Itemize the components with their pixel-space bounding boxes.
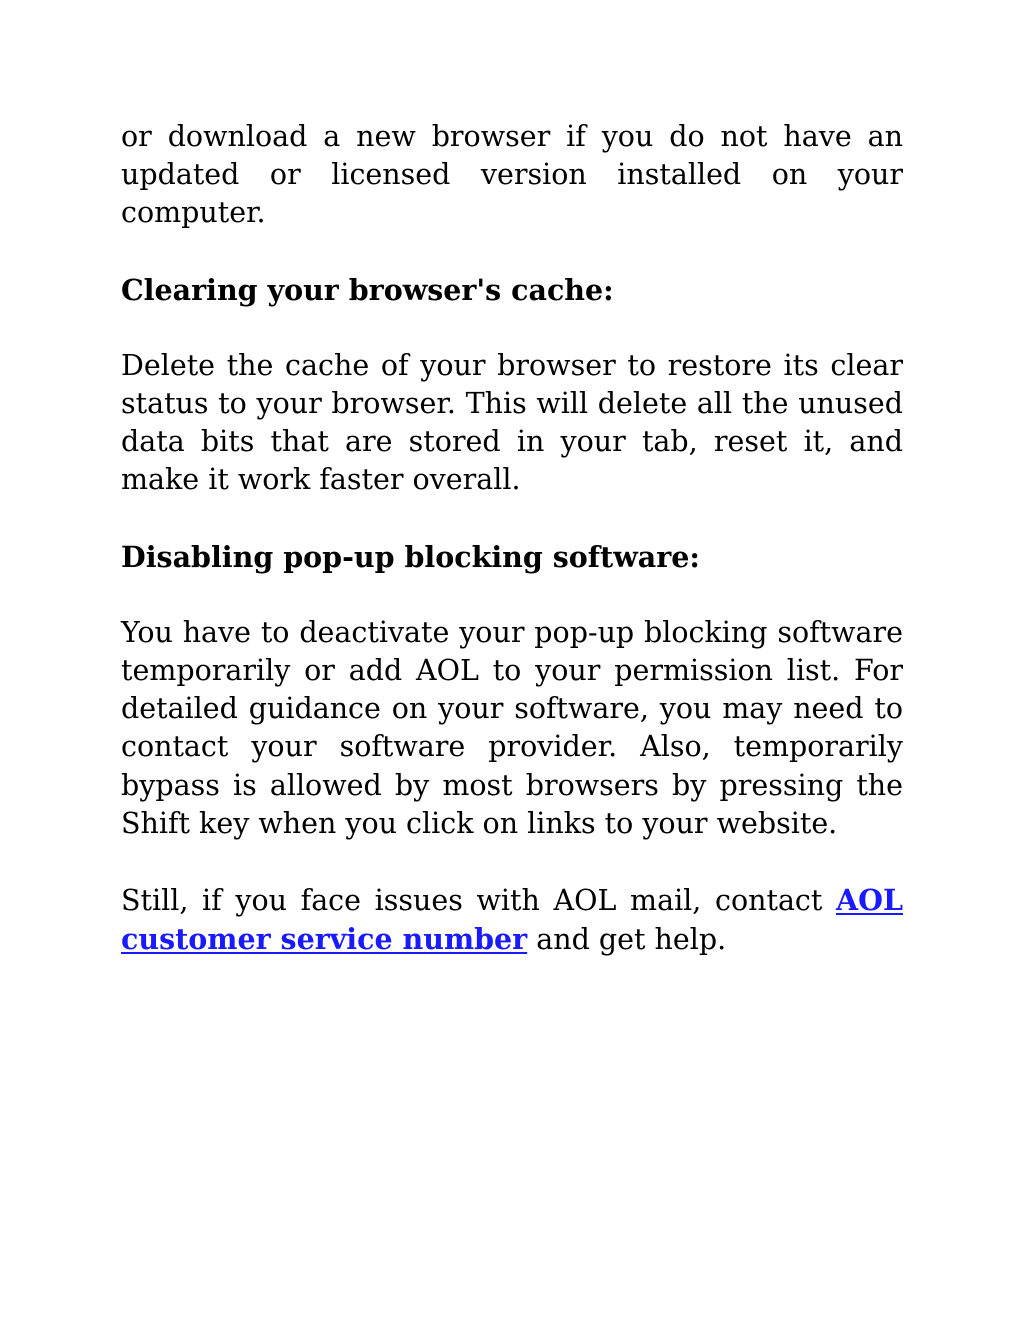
closing-text-before: Still, if you face issues with AOL mail, contact	[121, 884, 837, 918]
section-body-cache: Delete the cache of your browser to restore its clear status to your browser. This will delete all the unused data bits that are stored in your tab, reset it, and make it work faster overall.	[121, 348, 903, 497]
section-body-popup: You have to deactivate your pop-up blocking software temporarily or add AOL to your permission list. For detailed guidance on your software, you may need to contact your software provider. Also, temporarily bypass is allowed by most browsers by pressing the Shift key when you click on links to your website.	[121, 615, 903, 840]
document-page	[121, 118, 903, 959]
closing-paragraph	[121, 881, 903, 959]
customer-service-link[interactable]: AOL customer service number	[121, 883, 903, 957]
closing-text-after: and get help.	[527, 923, 727, 957]
intro-paragraph: or download a new browser if you do not have an updated or licensed version installed on your computer.	[121, 120, 903, 230]
section-heading-popup: Disabling pop-up blocking software:	[121, 539, 700, 574]
section-heading-cache: Clearing your browser's cache:	[121, 272, 614, 307]
